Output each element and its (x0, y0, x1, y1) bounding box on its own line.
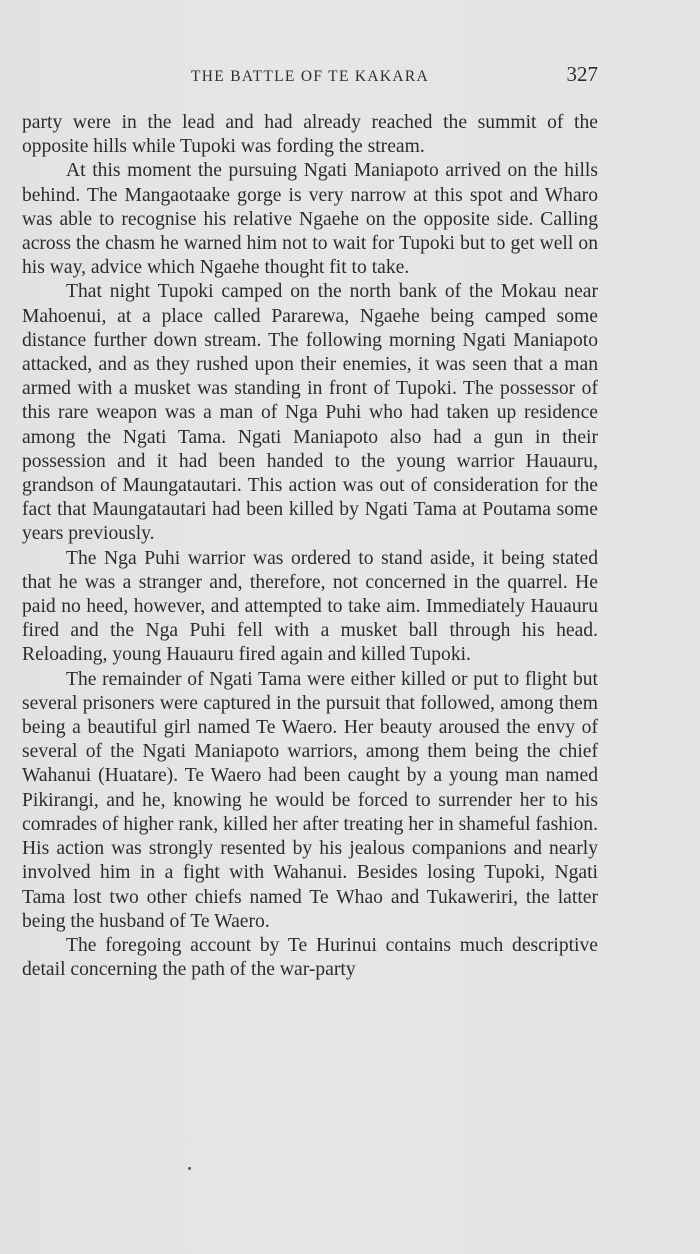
page-header (22, 62, 598, 92)
paragraph-4: The Nga Puhi warrior was ordered to stand aside, it being stated that he was a stranger and, therefore, not concerned in the quarrel. He paid no heed, however, and attempted to take aim. Immediately Hauauru fired and the Nga Puhi fell with a musket ball through his head. Reloading, young Hauauru fired again and killed Tupoki. (22, 547, 598, 666)
body-text (22, 111, 598, 982)
paragraph-5: The remainder of Ngati Tama were either killed or put to flight but several prisoners were captured in the pursuit that followed, among them being a beautiful girl named Te Waero. Her beauty aroused the envy of several of the Ngati Maniapoto warriors, among them being the chief Wahanui (Huatare). Te Waero had been caught by a young man named Pikirangi, and he, knowing he would be forced to surrender her to his comrades of higher rank, killed her after treating her in shameful fashion. His action was strongly resented by his jealous companions and nearly involved him in a fight with Wahanui. Besides losing Tupoki, Ngati Tama lost two other chiefs named Te Whao and Tukaweriri, the latter being the husband of Te Waero. (22, 668, 598, 932)
paragraph-3: That night Tupoki camped on the north bank of the Mokau near Mahoenui, at a place called Pararewa, Ngaehe being camped some distance further down stream. The following morning Ngati Maniapoto attacked, and as they rushed upon their enemies, it was seen that a man armed with a musket was standing in front of Tupoki. The possessor of this rare weapon was a man of Nga Puhi who had taken up residence among the Ngati Tama. Ngati Maniapoto also had a gun in their possession and it had been handed to the young warrior Hauauru, grandson of Maungatautari. This action was out of consideration for the fact that Maungatautari had been killed by Ngati Tama at Poutama some years previously. (22, 281, 598, 545)
paragraph-6: The foregoing account by Te Hurinui contains much descriptive detail concerning the path of the war-party (22, 934, 598, 981)
running-title: THE BATTLE OF TE KAKARA (191, 68, 429, 85)
paragraph-1: party were in the lead and had already reached the summit of the opposite hills while Tupoki was fording the stream. (22, 112, 598, 158)
page-number: 327 (566, 62, 598, 86)
paragraph-2: At this moment the pursuing Ngati Maniapoto arrived on the hills behind. The Mangaotaake gorge is very narrow at this spot and Wharo was able to recognise his relative Ngaehe on the opposite side. Calling across the chasm he warned him not to wait for Tupoki but to get well on his way, advice which Ngaehe thought fit to take. (22, 160, 598, 279)
paper-speck (188, 1167, 191, 1170)
